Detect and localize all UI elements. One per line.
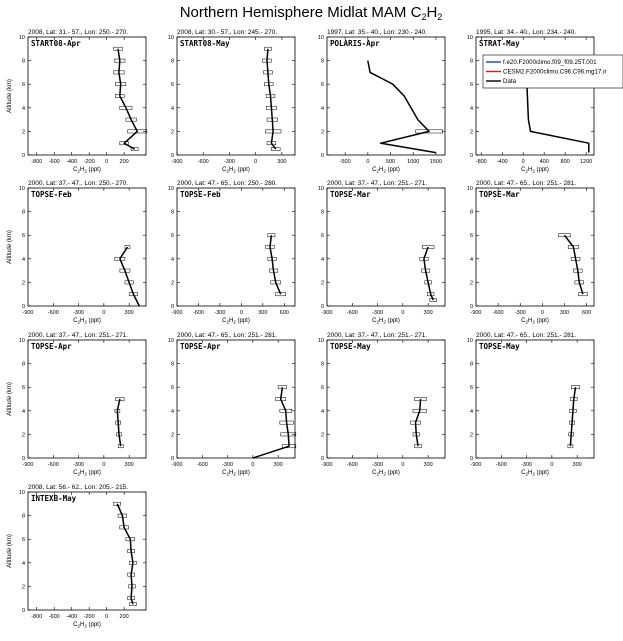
x-tick-label: -200 [83, 614, 95, 620]
y-tick-label: 6 [21, 537, 25, 544]
x-tick-label: 200 [119, 159, 129, 165]
x-tick-label: -900 [470, 462, 482, 468]
panel-label: TOPSE-Apr [180, 342, 221, 351]
plot-frame [28, 492, 146, 610]
x-tick-label: -600 [492, 310, 504, 316]
plot-frame [327, 188, 445, 306]
panel-label: START08-Apr [31, 39, 81, 48]
x-tick-label: -600 [47, 310, 59, 316]
panel-title: 2000, Lat: 47.- 65., Lon: 251.- 281. [177, 332, 278, 339]
y-tick-label: 0 [469, 304, 473, 310]
x-tick-label: -300 [73, 310, 85, 316]
chart-panel [168, 332, 296, 477]
panel-title: 2000, Lat: 37.- 47., Lon: 251.- 271. [28, 332, 129, 339]
x-axis-label: $C_2H_2$ (ppt) [222, 318, 250, 325]
x-tick-label: 0 [401, 310, 405, 316]
y-tick-label: 4 [21, 560, 25, 567]
y-tick-label: 2 [320, 432, 324, 439]
chart-panel [467, 332, 594, 477]
x-tick-label: -300 [222, 462, 234, 468]
y-axis-label: Altitude (km) [7, 382, 13, 416]
x-tick-label: -300 [521, 462, 533, 468]
data-series-line [117, 399, 120, 446]
y-tick-label: 2 [469, 129, 473, 136]
panel-label: INTEXB-May [31, 494, 77, 503]
x-tick-label: 300 [423, 310, 433, 316]
y-tick-label: 6 [469, 385, 473, 392]
x-tick-label: 0 [102, 310, 106, 316]
y-tick-label: 6 [21, 385, 25, 392]
y-tick-label: 2 [21, 129, 25, 136]
y-tick-label: 8 [170, 209, 174, 216]
figure-title: Northern Hemisphere Midlat MAM $C_2H_2$ [179, 4, 443, 22]
y-tick-label: 2 [469, 280, 473, 287]
y-tick-label: 6 [21, 82, 25, 89]
x-tick-label: 600 [582, 310, 592, 316]
plot-frame [476, 188, 594, 306]
y-tick-label: 10 [18, 35, 25, 41]
y-tick-label: 10 [466, 186, 473, 192]
data-series-line [368, 61, 436, 153]
panel-label: TOPSE-Feb [180, 190, 221, 199]
x-tick-label: -400 [66, 159, 78, 165]
y-tick-label: 8 [320, 58, 324, 65]
y-tick-label: 8 [21, 209, 25, 216]
data-series-line [117, 504, 133, 604]
y-tick-label: 10 [18, 490, 25, 496]
chart-panel [318, 332, 445, 477]
y-tick-label: 6 [469, 233, 473, 240]
y-tick-label: 2 [320, 280, 324, 287]
y-tick-label: 10 [466, 338, 473, 344]
x-tick-label: -600 [197, 159, 209, 165]
x-tick-label: 300 [124, 462, 134, 468]
x-tick-label: 1200 [580, 159, 593, 165]
x-tick-label: 400 [539, 159, 549, 165]
x-tick-label: -500 [339, 159, 351, 165]
panel-label: TOPSE-Mar [479, 190, 520, 199]
y-tick-label: 8 [320, 209, 324, 216]
x-tick-label: 0 [366, 159, 370, 165]
x-axis-label: $C_2H_2$ (ppt) [73, 167, 101, 174]
y-tick-label: 10 [466, 35, 473, 41]
y-tick-label: 8 [320, 361, 324, 368]
x-axis-label: $C_2H_2$ (ppt) [372, 318, 400, 325]
x-tick-label: -900 [470, 310, 482, 316]
y-tick-label: 4 [469, 105, 473, 112]
chart-panel [467, 180, 594, 325]
panels [7, 29, 594, 629]
y-tick-label: 6 [320, 233, 324, 240]
y-tick-label: 2 [21, 432, 25, 439]
panel-label: STRAT-May [479, 39, 520, 48]
x-tick-label: -300 [514, 310, 526, 316]
x-tick-label: 300 [273, 462, 283, 468]
panel-title: 2000, Lat: 37.- 47., Lon: 250.- 270. [28, 180, 129, 187]
y-tick-label: 6 [21, 233, 25, 240]
x-axis-label: $C_2H_2$ (ppt) [521, 318, 549, 325]
x-tick-label: 0 [102, 462, 106, 468]
y-tick-label: 6 [170, 82, 174, 89]
y-tick-label: 8 [170, 58, 174, 65]
y-tick-label: 4 [170, 256, 174, 263]
x-tick-label: 0 [540, 310, 544, 316]
legend-label: CESM2.F2000climo.C96.C96.mg17.ir [503, 68, 607, 76]
y-tick-label: 10 [18, 338, 25, 344]
y-tick-label: 8 [469, 361, 473, 368]
x-axis-label: $C_2H_2$ (ppt) [222, 470, 250, 477]
y-tick-label: 4 [469, 256, 473, 263]
y-tick-label: 6 [320, 82, 324, 89]
x-tick-label: -400 [496, 159, 508, 165]
y-tick-label: 8 [21, 361, 25, 368]
x-tick-label: -200 [83, 159, 95, 165]
y-tick-label: 0 [21, 153, 25, 159]
y-tick-label: 8 [469, 58, 473, 65]
panel-label: TOPSE-Apr [31, 342, 72, 351]
data-series-line [416, 399, 421, 446]
x-tick-label: -600 [495, 462, 507, 468]
y-tick-label: 4 [170, 105, 174, 112]
chart-panel [168, 180, 295, 325]
data-series-line [253, 387, 289, 458]
x-tick-label: 300 [124, 310, 134, 316]
y-axis-label: Altitude (km) [7, 79, 13, 113]
x-tick-label: 300 [572, 462, 582, 468]
y-tick-label: 4 [320, 256, 324, 263]
x-tick-label: -600 [346, 462, 358, 468]
x-tick-label: 300 [277, 159, 287, 165]
legend-label: f.e20.F2000climo.f09_f09.25T.001 [503, 59, 597, 67]
x-axis-label: $C_2H_2$ (ppt) [73, 318, 101, 325]
panel-title: 2000, Lat: 47.- 65., Lon: 251.- 281. [476, 180, 577, 187]
x-tick-label: 800 [560, 159, 570, 165]
y-axis-label: Altitude (km) [7, 230, 13, 264]
x-tick-label: 0 [105, 614, 109, 620]
x-tick-label: -800 [31, 159, 43, 165]
x-tick-label: 1500 [429, 159, 443, 165]
x-tick-label: 600 [279, 310, 289, 316]
chart-panel [467, 29, 594, 174]
x-tick-label: 0 [105, 159, 109, 165]
y-axis-label: Altitude (km) [7, 534, 13, 568]
y-tick-label: 0 [469, 456, 473, 462]
y-tick-label: 0 [320, 456, 324, 462]
x-tick-label: -600 [48, 614, 60, 620]
panel-title: 2008, Lat: 56.- 62., Lon: 205.- 215. [28, 484, 129, 491]
panel-label: TOPSE-Mar [330, 190, 371, 199]
plot-frame [327, 37, 445, 155]
panel-title: 2000, Lat: 37.- 47., Lon: 251.- 271. [327, 180, 428, 187]
y-tick-label: 2 [21, 584, 25, 591]
data-series-line [570, 387, 575, 446]
y-tick-label: 8 [469, 209, 473, 216]
y-tick-label: 2 [170, 280, 174, 287]
plot-frame [28, 340, 146, 458]
x-tick-label: -900 [22, 310, 34, 316]
y-tick-label: 2 [170, 432, 174, 439]
data-series-line [118, 49, 137, 149]
y-tick-label: 4 [170, 408, 174, 415]
y-tick-label: 0 [170, 153, 174, 159]
x-axis-label: $C_2H_2$ (ppt) [73, 470, 101, 477]
x-tick-label: -900 [171, 159, 183, 165]
chart-panel [318, 29, 445, 174]
x-tick-label: 0 [401, 462, 405, 468]
chart-panel [7, 180, 146, 325]
y-tick-label: 10 [167, 186, 174, 192]
y-tick-label: 0 [170, 304, 174, 310]
panel-title: 1995, Lat: 34.- 40., Lon: 234.- 240. [476, 29, 577, 36]
x-tick-label: -600 [192, 310, 204, 316]
plot-frame [476, 340, 594, 458]
y-tick-label: 8 [21, 58, 25, 65]
x-tick-label: -800 [31, 614, 43, 620]
data-series-line [270, 235, 281, 294]
y-tick-label: 4 [320, 408, 324, 415]
plot-frame [28, 37, 146, 155]
x-tick-label: 300 [258, 310, 268, 316]
y-tick-label: 0 [170, 456, 174, 462]
y-tick-label: 0 [21, 456, 25, 462]
legend [483, 55, 623, 88]
panel-label: START08-May [180, 39, 230, 48]
x-tick-label: -300 [73, 462, 85, 468]
y-tick-label: 6 [320, 385, 324, 392]
x-tick-label: -600 [48, 159, 60, 165]
x-tick-label: -600 [346, 310, 358, 316]
y-tick-label: 4 [320, 105, 324, 112]
plot-frame [177, 340, 295, 458]
y-tick-label: 6 [469, 82, 473, 89]
x-tick-label: -900 [321, 310, 333, 316]
x-tick-label: 0 [254, 159, 258, 165]
panel-label: POLARIS-Apr [330, 39, 380, 48]
panel-title: 2000, Lat: 47.- 65., Lon: 250.- 280. [177, 180, 278, 187]
panel-title: 2008, Lat: 30.- 57., Lon: 245.- 270. [177, 29, 278, 36]
y-tick-label: 0 [320, 304, 324, 310]
x-tick-label: -300 [372, 462, 384, 468]
y-tick-label: 10 [317, 186, 324, 192]
chart-panel [7, 484, 146, 629]
x-tick-label: -300 [223, 159, 235, 165]
y-tick-label: 2 [320, 129, 324, 136]
panel-label: TOPSE-May [330, 342, 371, 351]
plot-frame [327, 340, 445, 458]
chart-panel [7, 29, 147, 174]
x-tick-label: 300 [423, 462, 433, 468]
x-tick-label: 200 [119, 614, 129, 620]
y-tick-label: 10 [317, 35, 324, 41]
data-series-line [120, 247, 139, 306]
data-series-line [267, 49, 276, 149]
chart-panel [168, 29, 295, 174]
panel-title: 1997, Lat: 35.- 40., Lon: 230.- 240. [327, 29, 428, 36]
panel-label: TOPSE-May [479, 342, 520, 351]
y-tick-label: 2 [21, 280, 25, 287]
x-tick-label: 0 [521, 159, 525, 165]
x-tick-label: -900 [321, 462, 333, 468]
x-axis-label: $C_2H_2$ (ppt) [73, 622, 101, 629]
y-tick-label: 2 [469, 432, 473, 439]
panel-title: 2000, Lat: 47.- 65., Lon: 251.- 281. [476, 332, 577, 339]
y-tick-label: 4 [21, 408, 25, 415]
chart-panel [7, 332, 146, 477]
data-series-line [565, 235, 583, 294]
x-tick-label: 0 [251, 462, 255, 468]
y-tick-label: 10 [167, 35, 174, 41]
x-tick-label: -900 [22, 462, 34, 468]
x-axis-label: $C_2H_2$ (ppt) [372, 470, 400, 477]
x-tick-label: 0 [239, 310, 243, 316]
y-tick-label: 8 [170, 361, 174, 368]
x-axis-label: $C_2H_2$ (ppt) [521, 470, 549, 477]
x-tick-label: 1000 [407, 159, 420, 165]
y-tick-label: 0 [469, 153, 473, 159]
plot-frame [177, 188, 295, 306]
plot-frame [177, 37, 295, 155]
x-tick-label: 500 [385, 159, 396, 165]
y-tick-label: 4 [21, 105, 25, 112]
x-tick-label: 300 [559, 310, 570, 316]
x-axis-label: $C_2H_2$ (ppt) [222, 167, 250, 174]
legend-label: Data [503, 78, 517, 86]
panel-label: TOPSE-Feb [31, 190, 72, 199]
x-tick-label: -600 [47, 462, 59, 468]
panel-title: 2000, Lat: 37.- 47., Lon: 251.- 271. [327, 332, 428, 339]
x-tick-label: -900 [171, 310, 183, 316]
y-tick-label: 0 [320, 153, 324, 159]
plot-frame [28, 188, 146, 306]
y-tick-label: 0 [21, 608, 25, 614]
y-tick-label: 8 [21, 513, 25, 520]
x-axis-label: $C_2H_2$ (ppt) [521, 167, 549, 174]
x-tick-label: -800 [475, 159, 487, 165]
y-tick-label: 10 [18, 186, 25, 192]
x-tick-label: -600 [196, 462, 208, 468]
y-tick-label: 4 [21, 256, 25, 263]
x-axis-label: $C_2H_2$ (ppt) [372, 167, 400, 174]
y-tick-label: 4 [469, 408, 473, 415]
y-tick-label: 10 [317, 338, 324, 344]
x-tick-label: -900 [171, 462, 183, 468]
panel-title: 2008, Lat: 31.- 57., Lon: 250.- 270. [28, 29, 129, 36]
x-tick-label: 0 [550, 462, 554, 468]
y-tick-label: 2 [170, 129, 174, 136]
chart-panel [318, 180, 445, 325]
y-tick-label: 0 [21, 304, 25, 310]
y-tick-label: 10 [167, 338, 174, 344]
x-tick-label: -400 [66, 614, 78, 620]
y-tick-label: 6 [170, 233, 174, 240]
y-tick-label: 6 [170, 385, 174, 392]
x-tick-label: -300 [372, 310, 384, 316]
x-tick-label: -300 [214, 310, 226, 316]
data-series-line [424, 247, 433, 300]
